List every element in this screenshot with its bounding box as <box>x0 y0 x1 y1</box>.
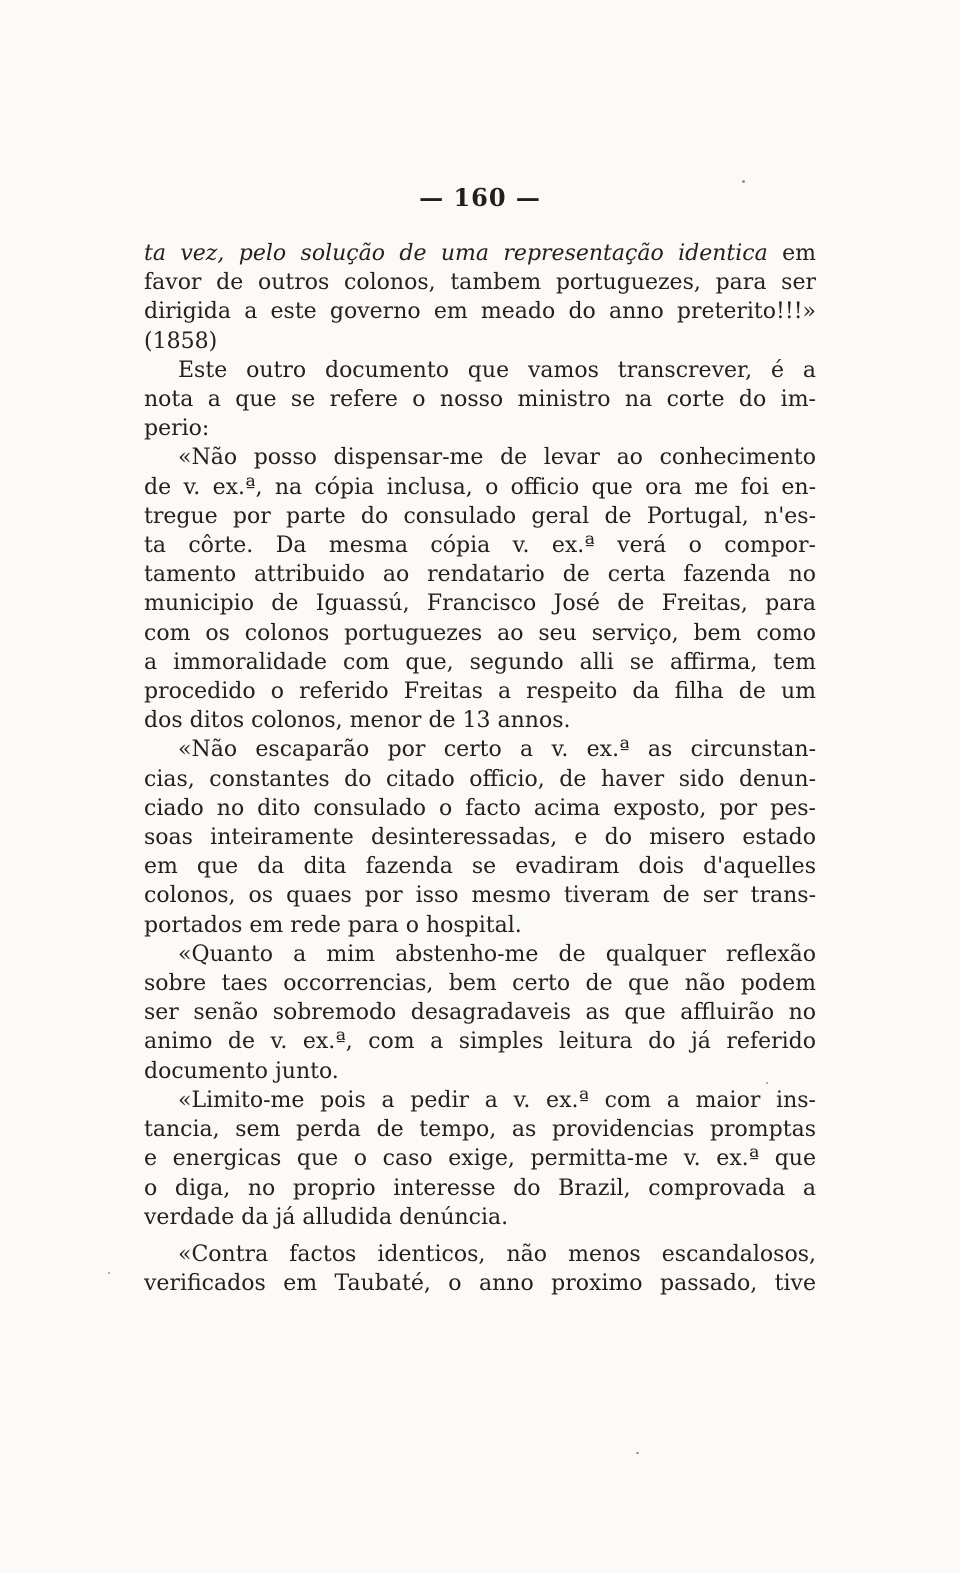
text-line <box>144 823 816 852</box>
text-line <box>144 1027 816 1056</box>
text-segment: documento junto. <box>144 1058 339 1084</box>
text-line <box>144 239 816 268</box>
text-segment: nota a que se refere o nosso ministro na corte do im- <box>144 387 816 413</box>
text-segment: sobre taes occorrencias, bem certo de que não podem <box>144 971 816 997</box>
text-segment: dos ditos colonos, menor de 13 annos. <box>144 708 571 734</box>
text-line <box>144 706 816 735</box>
text-line <box>144 940 816 969</box>
text-segment: favor de outros colonos, tambem portuguezes, para ser <box>144 270 816 296</box>
text-line <box>144 356 816 385</box>
text-line <box>144 268 816 297</box>
text-line <box>144 998 816 1027</box>
text-segment: soas inteiramente desinteressadas, e do misero estado <box>144 825 816 851</box>
text-line <box>144 735 816 764</box>
text-line <box>144 1086 816 1115</box>
text-segment: em que da dita fazenda se evadiram dois d'aquelles <box>144 854 816 880</box>
text-segment: Este outro documento que vamos transcrever, é a <box>178 357 816 383</box>
text-segment: com os colonos portuguezes ao seu serviço, bem como <box>144 620 816 646</box>
text-segment: de v. ex.ª, na cópia inclusa, o officio que ora me foi en- <box>144 474 816 500</box>
text-segment: animo de v. ex.ª, com a simples leitura do já referido <box>144 1029 816 1055</box>
text-segment: cias, constantes do citado officio, de haver sido denun- <box>144 766 816 792</box>
scan-speck <box>766 1082 768 1084</box>
text-line <box>144 531 816 560</box>
text-line <box>144 1240 816 1269</box>
text-line <box>144 1115 816 1144</box>
scan-speck <box>742 180 745 183</box>
text-line <box>144 1057 816 1086</box>
text-segment: ciado no dito consulado o facto acima exposto, por pes- <box>144 795 816 821</box>
text-line <box>144 794 816 823</box>
scan-speck <box>636 1452 639 1454</box>
text-line <box>144 648 816 677</box>
text-line <box>144 473 816 502</box>
text-segment: procedido o referido Freitas a respeito da filha de um <box>144 679 816 705</box>
text-line <box>144 327 816 356</box>
text-line <box>144 443 816 472</box>
text-line <box>144 852 816 881</box>
text-segment: tregue por parte do consulado geral de Portugal, n'es- <box>144 503 816 529</box>
text-line <box>144 1144 816 1173</box>
text-line <box>144 297 816 326</box>
text-line <box>144 385 816 414</box>
text-segment: ta côrte. Da mesma cópia v. ex.ª verá o compor- <box>144 533 816 559</box>
text-segment: ser senão sobremodo desagradaveis as que affluirão no <box>144 1000 816 1026</box>
text-segment: e energicas que o caso exige, permitta-me v. ex.ª que <box>144 1146 816 1172</box>
text-segment: tamento attribuido ao rendatario de certa fazenda no <box>144 562 816 588</box>
text-segment: verificados em Taubaté, o anno proximo passado, tive <box>144 1271 816 1297</box>
text-segment: o diga, no proprio interesse do Brazil, comprovada a <box>144 1175 816 1201</box>
text-line <box>144 1203 816 1232</box>
text-segment: em <box>767 241 816 266</box>
text-line <box>144 765 816 794</box>
text-segment: municipio de Iguassú, Francisco José de Freitas, para <box>144 591 816 617</box>
text-line <box>144 969 816 998</box>
text-line <box>144 560 816 589</box>
text-segment: «Contra factos identicos, não menos escandalosos, <box>178 1241 816 1267</box>
text-segment: verdade da já alludida denúncia. <box>144 1204 509 1230</box>
text-line <box>144 619 816 648</box>
text-segment: colonos, os quaes por isso mesmo tiveram de ser trans- <box>144 883 816 909</box>
text-segment: dirigida a este governo em meado do anno preterito!!!» <box>144 299 816 325</box>
text-line <box>144 414 816 443</box>
text-line <box>144 502 816 531</box>
text-line <box>144 1174 816 1203</box>
text-segment: portados em rede para o hospital. <box>144 912 522 938</box>
text-line <box>144 677 816 706</box>
text-segment: (1858) <box>144 328 218 354</box>
text-line <box>144 911 816 940</box>
text-line <box>144 1269 816 1298</box>
text-line <box>144 589 816 618</box>
italic-text-segment: ta vez, pelo solução de uma representação identica <box>144 241 768 266</box>
text-segment: perio: <box>144 416 210 442</box>
text-segment: a immoralidade com que, segundo alli se affirma, tem <box>144 649 816 675</box>
text-segment: «Limito-me pois a pedir a v. ex.ª com a maior ins- <box>178 1087 816 1113</box>
text-segment: «Quanto a mim abstenho-me de qualquer reflexão <box>178 941 816 967</box>
page-number: — 160 — <box>419 183 541 212</box>
text-line <box>144 881 816 910</box>
text-segment: «Não posso dispensar-me de levar ao conhecimento <box>178 445 816 471</box>
text-segment: «Não escaparão por certo a v. ex.ª as circunstan- <box>178 737 816 763</box>
text-segment: tancia, sem perda de tempo, as providencias promptas <box>144 1117 816 1143</box>
page-text <box>144 239 816 1298</box>
scan-speck <box>108 1272 110 1274</box>
